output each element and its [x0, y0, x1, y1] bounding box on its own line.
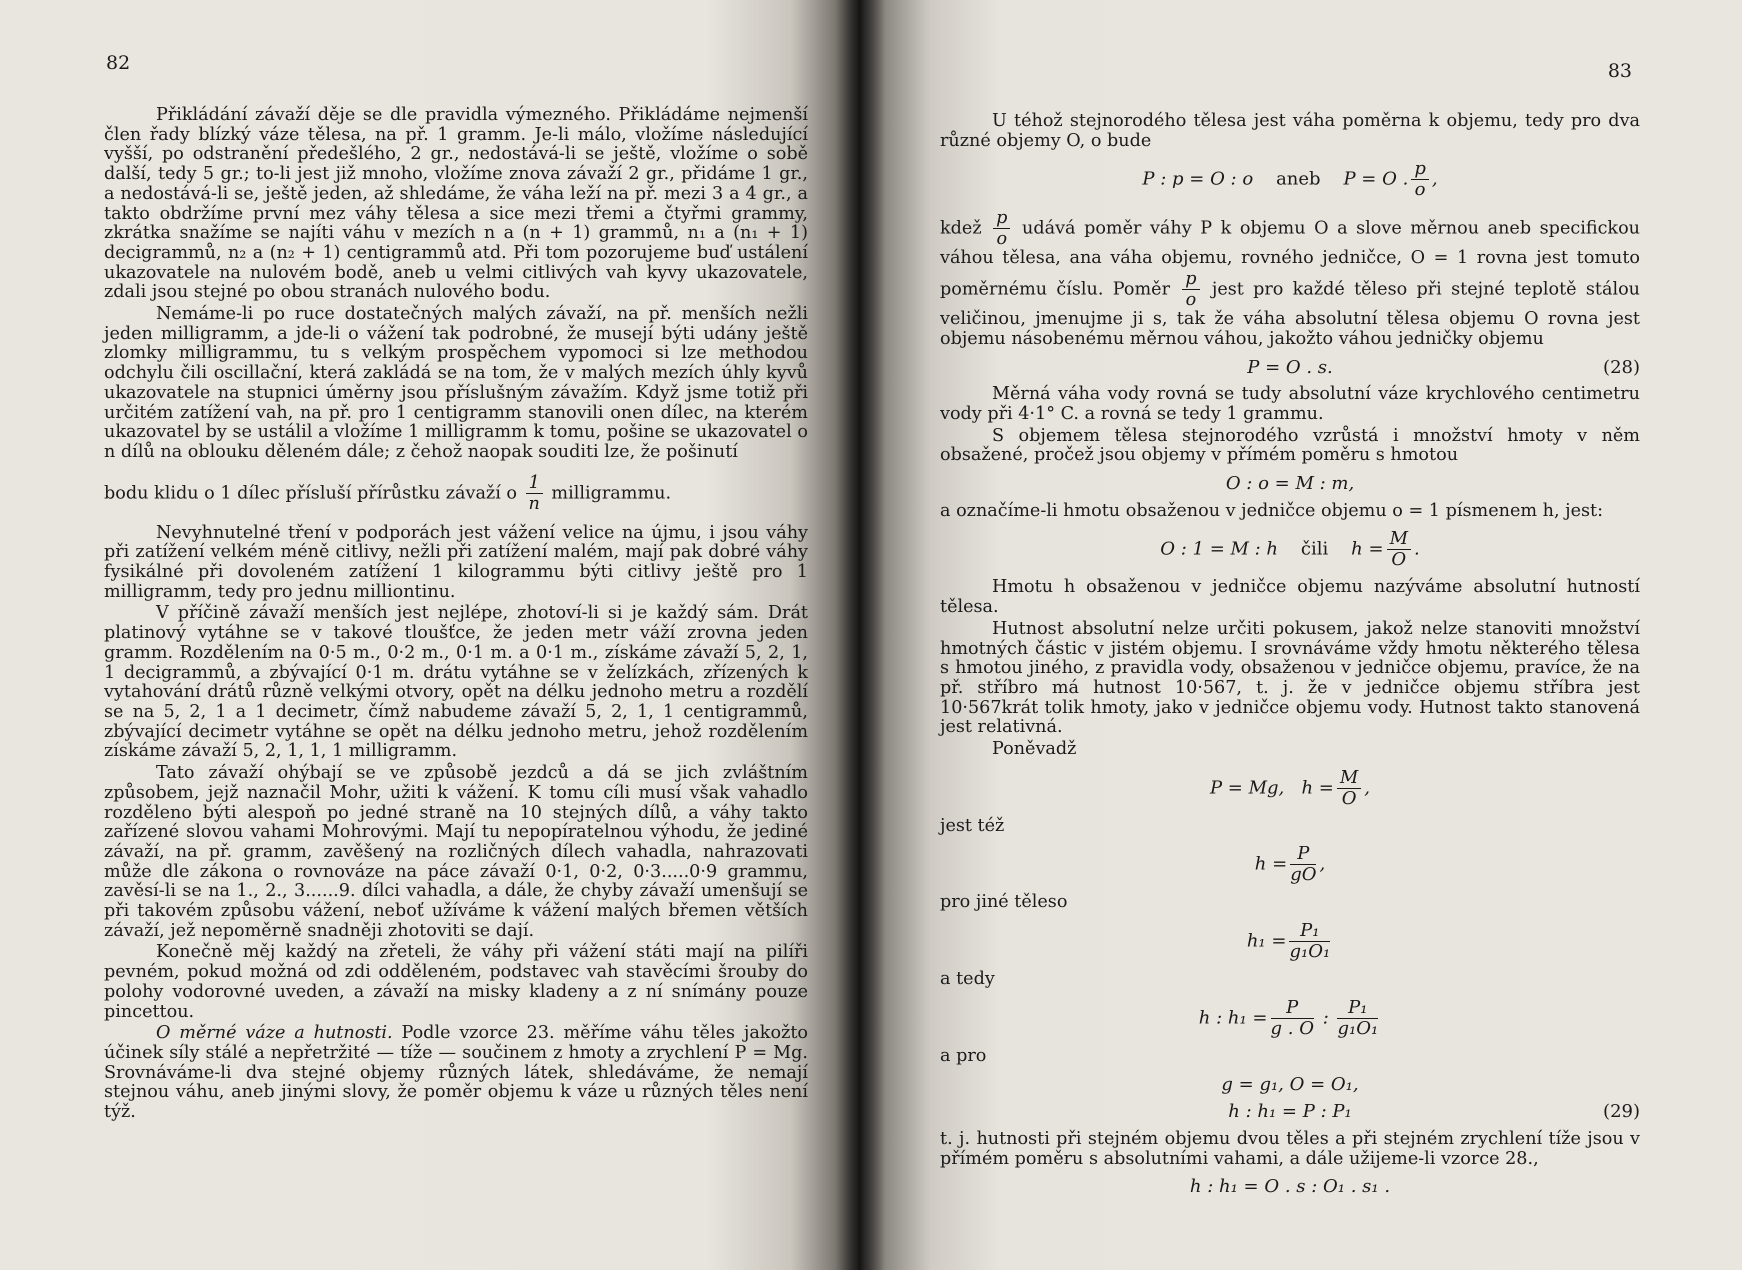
- paragraph: Poněvadž: [992, 739, 1077, 760]
- fraction-denominator: gO: [1290, 864, 1317, 886]
- left-page: [0, 0, 860, 1270]
- fraction: [1290, 844, 1316, 885]
- fraction-denominator: g₁O₁: [1337, 1017, 1379, 1039]
- paragraph: a označíme-li hmotu obsaženou v jedničce objemu o = 1 písmenem h, jest:: [940, 500, 1604, 521]
- equation: P = Mg, h = $\frac{M}{O}$ ,: [1209, 766, 1371, 809]
- fraction-denominator: g₁O₁: [1289, 941, 1331, 963]
- fraction-numerator: p: [1411, 159, 1429, 180]
- equation: [940, 358, 1640, 378]
- eq-part: čili: [1300, 538, 1329, 560]
- fraction-denominator: o: [1414, 179, 1426, 201]
- left-page-text: [104, 106, 808, 1125]
- equation: [940, 1102, 1640, 1122]
- eq-part: O : 1 = M : h: [1160, 538, 1279, 560]
- eq-part: aneb: [1276, 168, 1321, 190]
- equation: O : o = M : m,: [1225, 473, 1355, 495]
- paragraph-fraction-line: [104, 473, 808, 514]
- paragraph: Tato závaží ohýbají se ve způsobě jezdců a dá se jich zvláštním způsobem, jejž naznačil Mohr, užiti k vážení. K tomu cíli musí však vahadlo rozděleno býti alespoň po jedné straně na 10 stejných dílů, a váhy takto zařízené slovou vahami Mohrovými. Mají tu nepopíratelnou výhodu, že jediné závaží, na př. gramm, zavěšený na rozličných dílech vahadla, nahrazovati může dle zákona o rovnováze na páce závaží 0·1, 0·2, 0·3.....0·9 grammu, zavěsí-li se na 1., 2., 3......9. dílci vahadla, a dále, že chyby závaží umenšují se při takovém způsobu vážení, neboť užíváme k vážení malých břemen větších závaží, jež nepoměrně snadněji zhotoviti se dají.: [104, 763, 808, 941]
- eq-part: h₁ =: [1246, 930, 1287, 952]
- paragraph: [104, 1024, 808, 1123]
- equation: [940, 921, 1640, 962]
- fraction-numerator: 1: [526, 473, 543, 494]
- fraction-numerator: P: [1271, 998, 1314, 1019]
- eq-part: h =: [1254, 853, 1288, 875]
- paragraph: t. j. hutnosti při stejném objemu dvou těles a při stejném zrychlení tíže jsou v přímém poměru s absolutními vahami, a dále užijeme-li vzorce 28.,: [940, 1128, 1640, 1169]
- fraction: [1387, 529, 1411, 570]
- equation: h = $\frac{P}{gO}$ ,: [1254, 843, 1326, 886]
- paragraph: Měrná váha vody rovná se tudy absolutní váze krychlového centimetru vody při 4·1° C. a rovná se tedy 1 grammu.: [940, 384, 1640, 424]
- eq-part: h =: [1301, 777, 1334, 799]
- equation-number: (28): [1603, 356, 1640, 378]
- eq-part: h =: [1351, 538, 1384, 560]
- equation: h : h₁ = $\frac{P}{g . O}$ : $\frac{\text{P₁}}{\text{g₁O₁}}$: [1198, 996, 1379, 1039]
- text-fragment: Podle vzorce 23. měříme váhu těles jakožto účinek síly stálé a nepřetržité — tíže — součinem z hmoty a zrychlení P = Mg. Srovnáváme-li dva stejné objemy různých látek, shledáváme, že nemají stejnou váhu, aneb jinými slovy, že poměr objemu k váze u různých těles není týž.: [104, 1023, 808, 1123]
- paragraph: Konečně měj každý na zřeteli, že váhy při vážení státi mají na pilíři pevném, pokud možná od zdi odděleném, podstavec vah stavěcími šrouby do polohy vodorovné uveden, a závaží na misky kladeny a z ní snímány pouze pincettou.: [104, 942, 808, 1022]
- eq-part: P = Mg,: [1209, 777, 1285, 799]
- text-fragment: udává poměr váhy P k objemu O a slove měrnou aneb specifickou váhou tělesa, ana váha objemu, rovného jedničce, O = 1 rovna jest tomuto poměrnému číslu. Poměr: [940, 218, 1641, 300]
- eq-part: P = O . s.: [1247, 356, 1333, 378]
- equation-number: (29): [1603, 1101, 1640, 1123]
- right-page-text: [940, 112, 1640, 1205]
- text-fragment: jest pro každé těleso při stejné teplotě stálou veličinou, jmenujme ji s, tak že váha absolutní tělesa objemu O rovna jest objemu násobenému měrnou váhou, jakožto váhou jedničky objemu: [940, 279, 1640, 349]
- fraction: [1337, 768, 1361, 809]
- eq-part: P = O .: [1343, 168, 1409, 190]
- fraction: [1289, 921, 1330, 962]
- fraction-denominator: O: [1391, 549, 1407, 571]
- book-gutter-shadow: [835, 0, 885, 1270]
- fraction-numerator: p: [1182, 269, 1199, 290]
- paragraph: S objemem tělesa stejnorodého vzrůstá i množství hmoty v něm obsažené, pročež jsou objemy v přímém poměru s hmotou: [940, 425, 1640, 466]
- fraction-denominator: n: [528, 493, 540, 514]
- fraction: [1182, 269, 1199, 310]
- fraction: [1337, 998, 1378, 1039]
- equation: g = g₁, O = O₁,: [1221, 1073, 1359, 1095]
- fraction-numerator: P: [1290, 844, 1316, 865]
- fraction-numerator: M: [1387, 529, 1411, 550]
- fraction-denominator: o: [996, 229, 1008, 250]
- paragraph: [940, 208, 1640, 349]
- paragraph: U téhož stejnorodého tělesa jest váha poměrna k objemu, tedy pro dva různé objemy O, o bude: [940, 111, 1640, 151]
- fraction: [993, 208, 1010, 249]
- paragraph: jest též: [940, 815, 1005, 836]
- equation: P : p = O : o aneb P = O . $\frac{p}{o}$ ,: [1142, 158, 1438, 201]
- fraction-numerator: p: [993, 208, 1010, 229]
- eq-part: h : h₁ = P : P₁: [1228, 1101, 1352, 1123]
- paragraph: Nevyhnutelné tření v podporách jest vážení velice na újmu, i jsou váhy při zatížení velkém méně citlivy, nežli při zatížení malém, mají pak dobré váhy fysikálné při dovoleném zatížení 1 kilogrammu býti citlivy ještě pro 1 milligramm, tedy pro jednu milliontinu.: [104, 522, 808, 602]
- fraction-numerator: P₁: [1337, 998, 1378, 1019]
- fraction: [1411, 159, 1429, 200]
- page-number-right: 83: [1607, 60, 1632, 82]
- right-page: [860, 0, 1742, 1270]
- fraction: [526, 473, 543, 514]
- paragraph: a pro: [940, 1045, 987, 1066]
- paragraph: a tedy: [940, 969, 995, 990]
- paragraph: Nemáme-li po ruce dostatečných malých závaží, na př. menších nežli jeden milligramm, a jde-li o vážení tak podrobné, že musejí býti udány ještě zlomky milligrammu, tu s velkým prospěchem vypomoci si lze methodou odchylu čili oscillační, která zakládá se na tom, že v malých mezích úhly kyvů ukazovatele na stupnici úměrny jsou příslušným závažím. Když jsme totiž při určitém zatížení vah, na př. pro 1 centigramm stanovili onen dílec, na kterém ukazovatel by se ustálil a vložíme 1 milligramm k tomu, pošine se ukazovatel o n dílů na oblouku děleném dále; z čehož naopak souditi lze, že pošinutí: [104, 304, 808, 462]
- paragraph: Hmotu h obsaženou v jedničce objemu nazýváme absolutní hutností tělesa.: [940, 577, 1640, 618]
- fraction-denominator: O: [1341, 787, 1357, 809]
- text-fragment: milligrammu.: [551, 483, 672, 504]
- paragraph: V příčině závaží menších jest nejlépe, zhotoví-li si je každý sám. Drát platinový vytáhne se v takové tloušťce, že jeden metr váží zrovna jeden gramm. Rozdělením na 0·5 m., 0·2 m., 0·1 m. a 0·1 m., získáme závaží 5, 2, 1, 1 decigrammů, a zbývající 0·1 m. drátu vytáhne se v želízkách, zřízených k vytahování drátů různě velkými otvory, opět na délku jednoho metru a rozdělí se na 5, 2, 1 a 1 decimetr, čímž nabudeme závaží 5, 2, 1, 1 centigrammů, zbývající decimetr vytáhne se opět na délku jednoho metru, jehož rozdělením získáme závaží 5, 2, 1, 1, 1 milligramm.: [104, 603, 808, 762]
- fraction-denominator: g . O: [1270, 1017, 1314, 1039]
- text-fragment: bodu klidu o 1 dílec přísluší přírůstku závaží o: [104, 483, 518, 504]
- fraction: [1271, 998, 1314, 1039]
- paragraph: Přikládání závaží děje se dle pravidla výmezného. Přikládáme nejmenší člen řady blízký váze tělesa, na př. 1 gramm. Je-li málo, vložíme následující vyšší, po odstranění předešlého, 2 gr., nedostává-li se ještě, vložíme o sobě další, tedy 5 gr.; to-li jest již mnoho, vložíme znova závaží 2 gr., přidáme 1 gr., a nedostává-li se, ještě jeden, až shledáme, že váha leží na př. mezi 3 a 4 gr., a takto obdržíme první mez váhy tělesa a sice mezi třemi a čtyřmi grammy, zkrátka snažíme se najíti váhu v mezích n a (n + 1) grammů, n₁ a (n₁ + 1) decigrammů, n₂ a (n₂ + 1) centigrammů atd. Při tom pozorujeme buď ustálení ukazovatele na nulovém bodě, aneb u velmi citlivých vah kyvy ukazovatele, zdali jsou stejné po obou stranách nulového bodu.: [104, 105, 808, 303]
- page-number-left: 82: [106, 52, 131, 74]
- text-fragment: kdež: [940, 218, 982, 239]
- fraction-numerator: P₁: [1289, 921, 1330, 942]
- eq-part: h : h₁ =: [1198, 1007, 1268, 1029]
- paragraph: pro jiné těleso: [940, 892, 1068, 913]
- fraction-denominator: o: [1185, 290, 1197, 311]
- eq-part: P : p = O : o: [1142, 168, 1254, 190]
- equation: O : 1 = M : h čili h = $\frac{M}{O}$ .: [1160, 528, 1420, 571]
- paragraph: Hutnost absolutní nelze určiti pokusem, jakož nelze stanoviti množství hmotných částic v jistém objemu. I srovnáváme vždy hmotu některého tělesa s hmotou jiného, z pravidla vody, obsaženou v jedničce objemu, pravíce, že na př. stříbro má hutnost 10·567, t. j. že v jedničce objemu stříbra jest 10·567krát tolik hmoty, jako v jedničce objemu vody. Hutnost takto stanovená jest relativná.: [940, 618, 1640, 738]
- section-title: O měrné váze a hutnosti.: [156, 1023, 393, 1044]
- equation: h : h₁ = O . s : O₁ . s₁ .: [1189, 1176, 1391, 1198]
- fraction-numerator: M: [1337, 768, 1361, 789]
